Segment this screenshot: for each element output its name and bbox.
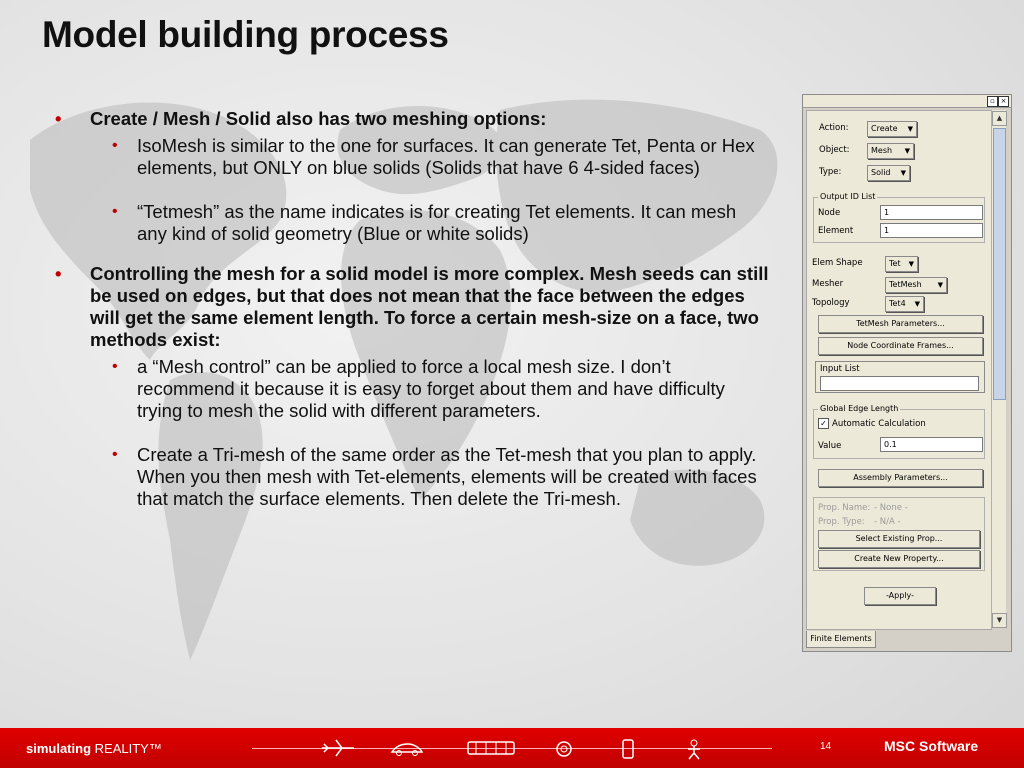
- panel-titlebar: [803, 95, 1011, 108]
- train-icon: [466, 738, 516, 758]
- elem-shape-label: Elem Shape: [812, 258, 863, 268]
- bullet-level1: [55, 263, 770, 351]
- bullet-level2: [112, 444, 770, 510]
- panel-form: [806, 110, 992, 630]
- global-edge-length-title: Global Edge Length: [820, 404, 899, 413]
- property-group: [813, 497, 985, 571]
- bullet-text: Controlling the mesh for a solid model is more complex. Mesh seeds can still be used on edges, but that does not mean that the face between the edges will get the same element length. To force a certain mesh-size on a face, two methods exist:: [90, 263, 769, 350]
- topology-dropdown[interactable]: [885, 296, 924, 312]
- type-dropdown[interactable]: [867, 165, 910, 181]
- msc-software-logo: MSC Software: [884, 738, 979, 754]
- car-icon: [390, 738, 424, 758]
- close-icon[interactable]: ×: [998, 96, 1009, 107]
- output-id-group: [813, 192, 985, 243]
- action-dropdown[interactable]: [867, 121, 917, 137]
- element-id-field[interactable]: 1: [880, 223, 983, 238]
- node-id-field[interactable]: 1: [880, 205, 983, 220]
- type-value: Solid: [871, 168, 891, 177]
- node-coordinate-frames-button[interactable]: Node Coordinate Frames...: [818, 337, 983, 355]
- object-label: Object:: [819, 145, 850, 155]
- bullet-dot-icon: •: [112, 358, 118, 375]
- dropdown-arrow-icon: ▼: [900, 169, 906, 177]
- bullet-level1: [55, 108, 770, 130]
- edge-length-value-field[interactable]: 0.1: [880, 437, 983, 452]
- prop-name-value: - None -: [874, 503, 908, 513]
- element-label: Element: [818, 226, 854, 236]
- bullet-dot-icon: •: [55, 108, 62, 129]
- value-label: Value: [818, 441, 842, 451]
- mesher-dropdown[interactable]: [885, 277, 947, 293]
- gear-icon: [553, 738, 575, 760]
- automatic-calculation-label: Automatic Calculation: [832, 419, 926, 429]
- mesher-label: Mesher: [812, 279, 844, 289]
- input-list-group: [815, 361, 985, 393]
- scrollbar-thumb[interactable]: [993, 128, 1006, 400]
- scroll-up-icon[interactable]: ▲: [992, 111, 1007, 126]
- bullet-text: Create a Tri-mesh of the same order as the Tet-mesh that you plan to apply. When you then mesh with Tet-elements, elements will be created with faces that match the surface elements. Then delete the Tri-mesh.: [137, 444, 757, 509]
- mesher-value: TetMesh: [889, 280, 922, 289]
- dropdown-arrow-icon: ▼: [914, 300, 920, 308]
- panel-scrollbar[interactable]: [991, 110, 1006, 628]
- object-dropdown[interactable]: [867, 143, 914, 159]
- phone-icon: [620, 738, 636, 760]
- person-icon: [685, 738, 703, 760]
- dropdown-arrow-icon: ▼: [908, 260, 914, 268]
- slide-title: Model building process: [42, 14, 449, 55]
- prop-type-label: Prop. Type:: [818, 517, 865, 527]
- bullet-text: “Tetmesh” as the name indicates is for creating Tet elements. It can mesh any kind of solid geometry (Blue or white solids): [137, 201, 737, 244]
- tab-finite-elements[interactable]: Finite Elements: [806, 631, 876, 648]
- dropdown-arrow-icon: ▼: [904, 147, 910, 155]
- create-new-property-button[interactable]: Create New Property...: [818, 550, 980, 568]
- tagline-bold: simulating: [26, 741, 92, 756]
- prop-type-value: - N/A -: [874, 517, 901, 527]
- tagline-rest: REALITY™: [94, 741, 162, 756]
- bullet-level2: [112, 201, 770, 245]
- prop-name-label: Prop. Name:: [818, 503, 871, 513]
- bullet-dot-icon: •: [112, 203, 118, 220]
- scroll-down-icon[interactable]: ▼: [992, 613, 1007, 628]
- input-list-field[interactable]: [820, 376, 979, 391]
- slide-content: [55, 108, 770, 510]
- page-number: 14: [820, 741, 832, 752]
- action-label: Action:: [819, 123, 849, 133]
- bullet-dot-icon: •: [112, 137, 118, 154]
- action-value: Create: [871, 124, 898, 133]
- tetmesh-parameters-button[interactable]: TetMesh Parameters...: [818, 315, 983, 333]
- select-existing-prop-button[interactable]: Select Existing Prop...: [818, 530, 980, 548]
- topology-label: Topology: [812, 298, 850, 308]
- footer-bar: [0, 728, 1024, 768]
- apply-button[interactable]: -Apply-: [864, 587, 936, 605]
- restore-icon[interactable]: ▫: [987, 96, 998, 107]
- bullet-level2: [112, 356, 770, 422]
- input-list-label: Input List: [820, 364, 860, 374]
- object-value: Mesh: [871, 146, 893, 155]
- tagline: [26, 741, 162, 756]
- bullet-text: IsoMesh is similar to the one for surfaces. It can generate Tet, Penta or Hex elements, but ONLY on blue solids (Solids that have 6 4-sided faces): [137, 135, 755, 178]
- node-label: Node: [818, 208, 841, 218]
- bullet-text: Create / Mesh / Solid also has two meshing options:: [90, 108, 547, 129]
- bullet-level2: [112, 135, 770, 179]
- output-id-title: Output ID List: [820, 192, 876, 201]
- automatic-calculation-checkbox[interactable]: ✓: [818, 418, 829, 429]
- elem-shape-value: Tet: [889, 259, 901, 268]
- airplane-icon: [320, 738, 356, 758]
- dropdown-arrow-icon: ▼: [907, 125, 913, 133]
- global-edge-length-group: [813, 404, 985, 459]
- bullet-dot-icon: •: [55, 263, 62, 284]
- bullet-dot-icon: •: [112, 446, 118, 463]
- bullet-text: a “Mesh control” can be applied to force a local mesh size. I don’t recommend it because it is easy to forget about them and have difficulty trying to mesh the solid with different parameters.: [137, 356, 725, 421]
- patran-panel: [802, 94, 1012, 652]
- assembly-parameters-button[interactable]: Assembly Parameters...: [818, 469, 983, 487]
- elem-shape-dropdown[interactable]: [885, 256, 918, 272]
- topology-value: Tet4: [889, 299, 906, 308]
- type-label: Type:: [819, 167, 842, 177]
- dropdown-arrow-icon: ▼: [937, 281, 943, 289]
